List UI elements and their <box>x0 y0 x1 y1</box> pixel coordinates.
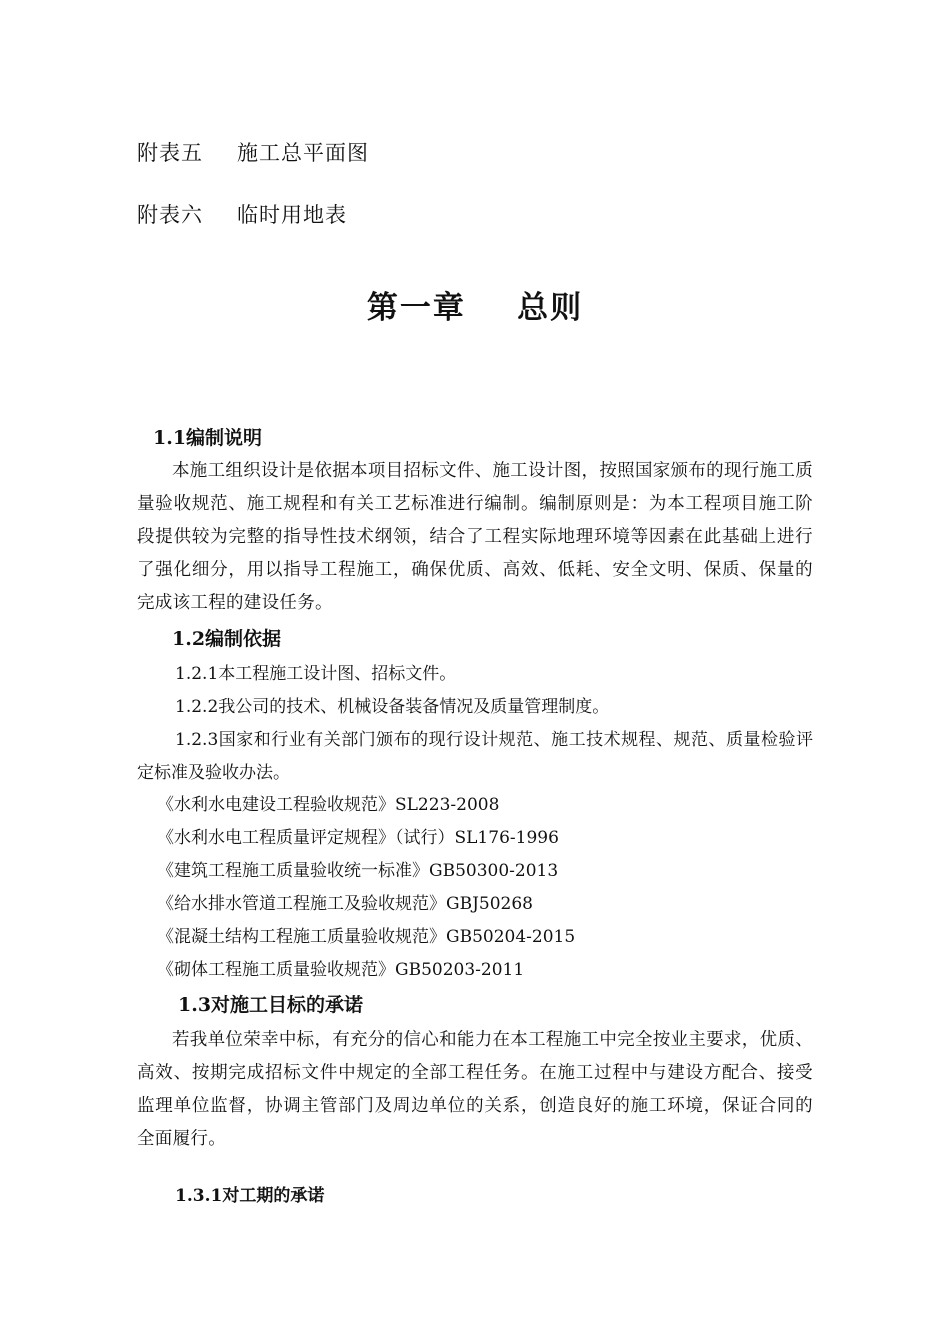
appendix-label: 附表六 <box>137 203 203 227</box>
section-paragraph: 本施工组织设计是依据本项目招标文件、施工设计图，按照国家颁布的现行施工质量验收规范、施工规程和有关工艺标准进行编制。编制原则是：为本工程项目施工阶段提供较为完整的指导性技术纲领，结合了工程实际地理环境等因素在此基础上进行了强化细分，用以指导工程施工，确保优质、高效、低耗、安全文明、保质、保量的完成该工程的建设任务。 <box>137 461 813 613</box>
appendix-entry <box>137 137 369 167</box>
reference-standard: 《给水排水管道工程施工及验收规范》GBJ50268 <box>157 894 533 914</box>
appendix-entry <box>137 199 347 229</box>
appendix-label: 附表五 <box>137 141 203 165</box>
basis-item: 1.2.3国家和行业有关部门颁布的现行设计规范、施工技术规程、规范、质量检验评定标准及验收办法。 <box>137 730 813 783</box>
reference-standard: 《水利水电建设工程验收规范》SL223-2008 <box>157 795 500 815</box>
basis-item: 1.2.1本工程施工设计图、招标文件。 <box>175 664 457 684</box>
section-heading: 1.2编制依据 <box>172 628 282 650</box>
reference-standard: 《砌体工程施工质量验收规范》GB50203-2011 <box>157 960 525 980</box>
section-heading: 1.3对施工目标的承诺 <box>178 994 364 1016</box>
subsection-heading: 1.3.1对工期的承诺 <box>175 1186 325 1206</box>
section-paragraph: 若我单位荣幸中标，有充分的信心和能力在本工程施工中完全按业主要求，优质、高效、按期完成招标文件中规定的全部工程任务。在施工过程中与建设方配合、接受监理单位监督，协调主管部门及周边单位的关系，创造良好的施工环境，保证合同的全面履行。 <box>137 1030 813 1149</box>
appendix-title: 临时用地表 <box>237 203 347 227</box>
section-heading: 1.1编制说明 <box>153 427 263 449</box>
chapter-title: 第一章 总则 <box>366 290 584 326</box>
reference-standard: 《混凝土结构工程施工质量验收规范》GB50204-2015 <box>157 927 576 947</box>
basis-item: 1.2.2我公司的技术、机械设备装备情况及质量管理制度。 <box>175 697 610 717</box>
reference-standard: 《建筑工程施工质量验收统一标准》GB50300-2013 <box>157 861 559 881</box>
reference-standard: 《水利水电工程质量评定规程》（试行）SL176-1996 <box>157 828 559 848</box>
appendix-title: 施工总平面图 <box>237 141 369 165</box>
